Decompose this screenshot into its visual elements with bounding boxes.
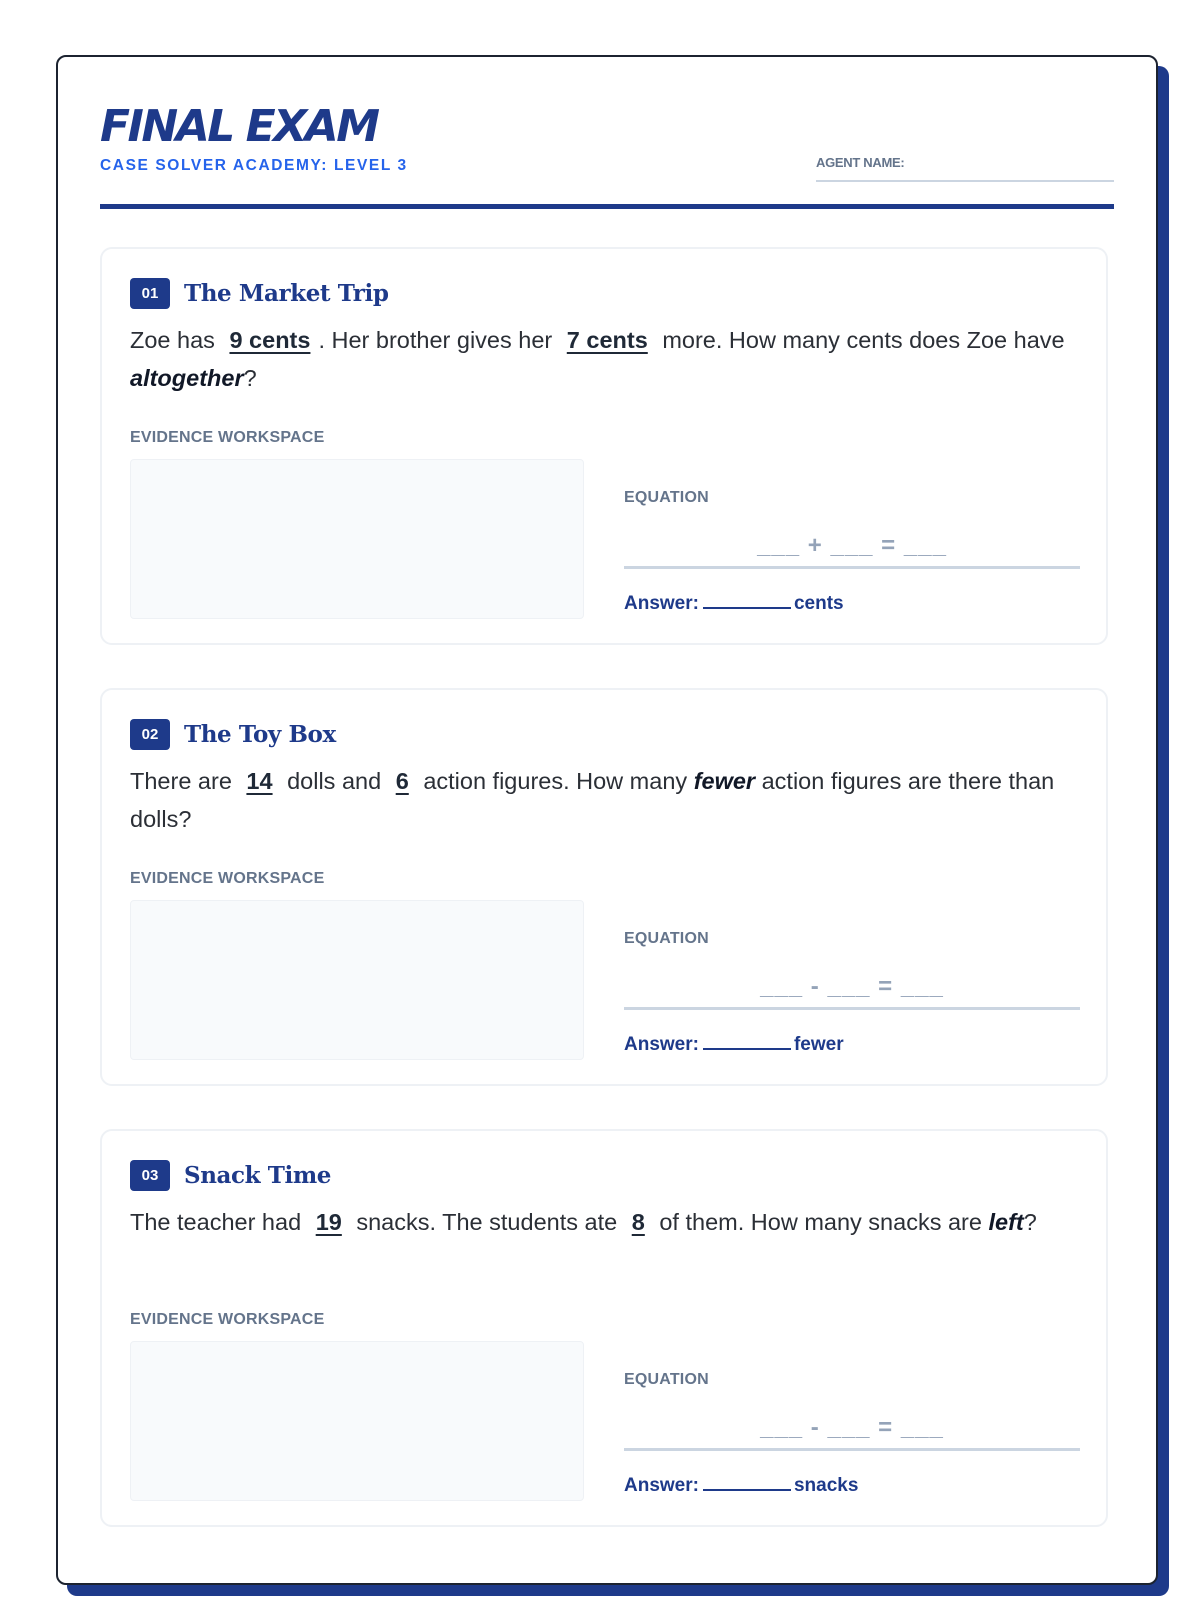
problem-text	[130, 762, 1070, 838]
problem-title: Snack Time	[184, 1161, 332, 1189]
problem-value: 8	[631, 1209, 645, 1235]
problem-keyword: altogether	[130, 365, 244, 391]
problem-text	[130, 321, 1070, 397]
problem-text-segment: action figures. How many	[423, 768, 688, 794]
problem-keyword: left	[988, 1209, 1024, 1235]
problem-text-segment: of them. How many snacks are	[659, 1209, 982, 1235]
problem-text-segment: snacks. The students ate	[356, 1209, 618, 1235]
workspace-label: EVIDENCE WORKSPACE	[130, 870, 325, 887]
answer-label: Answer:	[624, 1034, 699, 1055]
equation-template: ___ - ___ = ___	[760, 1414, 944, 1441]
problem-text-segment: dolls and	[287, 768, 382, 794]
agent-name-label: AGENT NAME:	[816, 155, 905, 170]
problem-heading	[130, 718, 336, 750]
answer-unit: snacks	[793, 1475, 859, 1496]
problem-card-3	[100, 1129, 1108, 1527]
problem-card-2	[100, 688, 1108, 1086]
problem-text-segment: more. How many cents does Zoe have	[662, 327, 1065, 353]
exam-header	[100, 97, 1114, 209]
problem-text-segment: ?	[1023, 1209, 1037, 1235]
problem-number-badge: 01	[130, 278, 170, 309]
problem-text-segment: . Her brother gives her	[318, 327, 553, 353]
agent-name-field[interactable]	[816, 154, 1114, 182]
exam-subtitle: CASE SOLVER ACADEMY: LEVEL 3	[100, 157, 408, 174]
equation-field[interactable]	[624, 519, 1080, 569]
answer-unit: fewer	[793, 1034, 844, 1055]
workspace-label: EVIDENCE WORKSPACE	[130, 429, 325, 446]
answer-blank[interactable]	[703, 1475, 791, 1491]
problem-title: The Market Trip	[184, 279, 389, 307]
problem-title: The Toy Box	[184, 720, 336, 748]
problem-text-segment: ?	[243, 365, 257, 391]
exam-title: FINAL EXAM	[100, 101, 378, 152]
equation-label: EQUATION	[624, 489, 709, 506]
problem-card-1	[100, 247, 1108, 645]
problem-number-badge: 03	[130, 1160, 170, 1191]
equation-field[interactable]	[624, 1401, 1080, 1451]
problem-value: 6	[395, 768, 409, 794]
problem-text	[130, 1203, 1070, 1241]
answer-unit: cents	[793, 593, 844, 614]
answer-line[interactable]	[624, 1034, 844, 1056]
answer-line[interactable]	[624, 593, 844, 615]
answer-blank[interactable]	[703, 593, 791, 609]
answer-label: Answer:	[624, 593, 699, 614]
problem-text-segment: Zoe has	[130, 327, 215, 353]
equation-field[interactable]	[624, 960, 1080, 1010]
equation-template: ___ - ___ = ___	[760, 973, 944, 1000]
evidence-workspace[interactable]	[130, 900, 584, 1060]
header-divider	[100, 204, 1114, 209]
problem-text-segment: There are	[130, 768, 232, 794]
evidence-workspace[interactable]	[130, 459, 584, 619]
answer-line[interactable]	[624, 1475, 858, 1497]
equation-label: EQUATION	[624, 1371, 709, 1388]
problem-number-badge: 02	[130, 719, 170, 750]
problem-text-segment: The teacher had	[130, 1209, 302, 1235]
problem-keyword: fewer	[693, 768, 756, 794]
problem-value: 7 cents	[566, 327, 648, 353]
problem-value: 14	[246, 768, 273, 794]
equation-label: EQUATION	[624, 930, 709, 947]
answer-blank[interactable]	[703, 1034, 791, 1050]
answer-label: Answer:	[624, 1475, 699, 1496]
evidence-workspace[interactable]	[130, 1341, 584, 1501]
problem-text-segment: action figures are there than dolls?	[130, 768, 1055, 832]
exam-sheet	[56, 55, 1158, 1585]
problem-value: 19	[315, 1209, 342, 1235]
problem-value: 9 cents	[229, 327, 311, 353]
problem-heading	[130, 1159, 331, 1191]
workspace-label: EVIDENCE WORKSPACE	[130, 1311, 325, 1328]
equation-template: ___ + ___ = ___	[757, 532, 947, 559]
problem-heading	[130, 277, 389, 309]
